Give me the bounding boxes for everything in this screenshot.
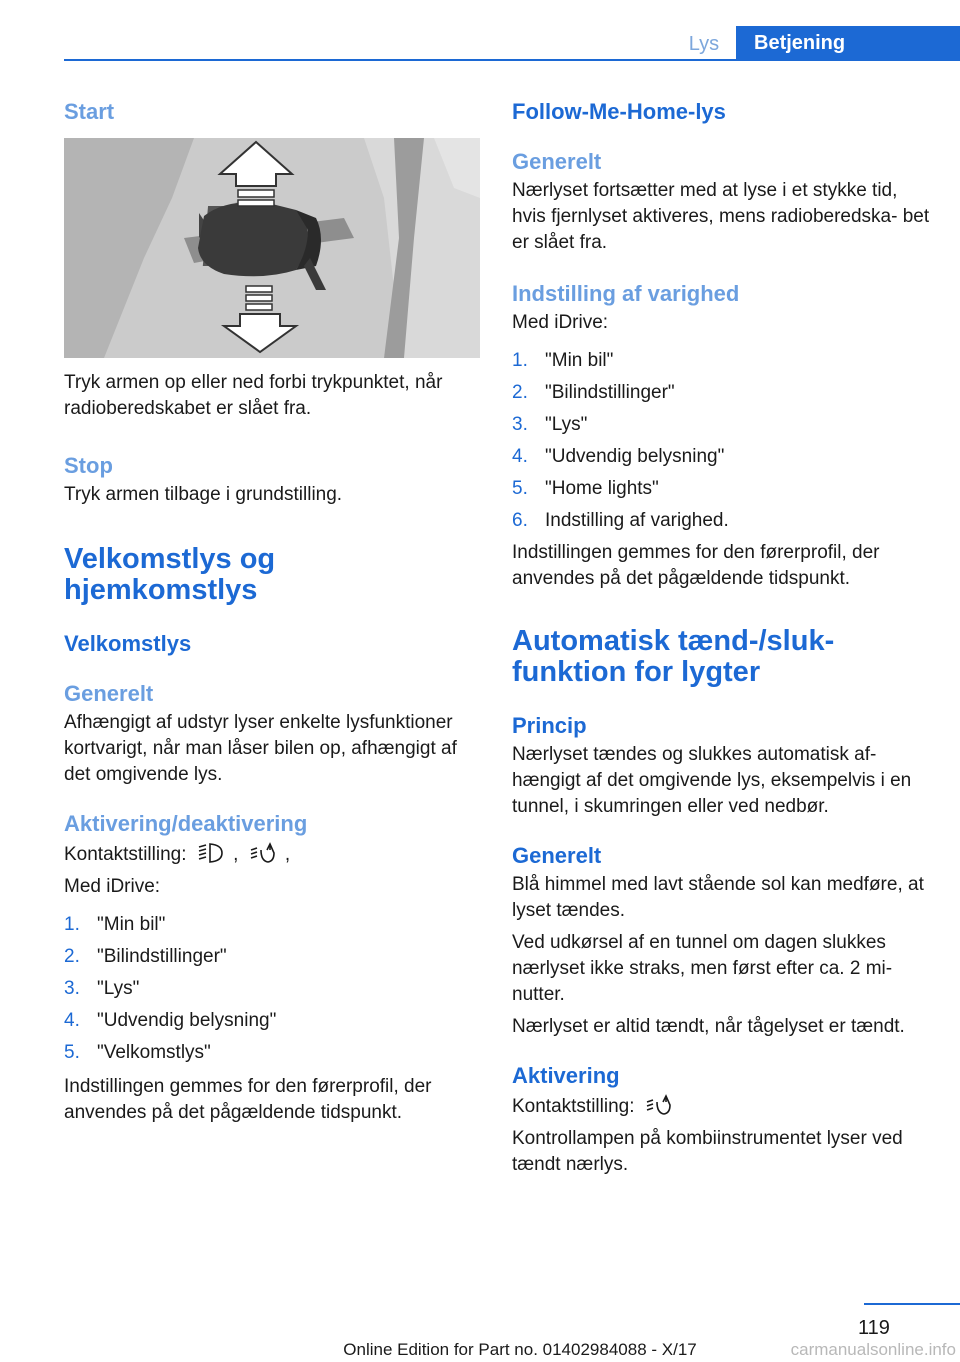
right-generelt-heading: Generelt — [512, 149, 602, 174]
watermark: carmanualsonline.info — [790, 1340, 956, 1359]
generelt2-heading: Generelt — [512, 843, 602, 868]
kontakt-sep-1: , — [233, 844, 239, 865]
page-number: 119 — [858, 1317, 890, 1339]
list-item: 1. "Min bil" — [64, 914, 166, 935]
footer-rule — [864, 1303, 960, 1305]
list-item: 6. Indstilling af varighed. — [512, 510, 729, 531]
radio-ready-icon — [196, 842, 224, 864]
list-item: 3. "Lys" — [64, 978, 140, 999]
generelt2-p1: Blå himmel med lavt stående sol kan medføre, at lyset tændes. — [512, 874, 924, 921]
header-chapter-tab: Betjening — [736, 26, 960, 60]
left-steps — [64, 912, 482, 1072]
generelt-heading: Generelt — [64, 681, 154, 706]
kontakt-line — [64, 842, 482, 868]
right-idrive-label: Med iDrive: — [512, 312, 609, 333]
right-saved-text: Indstillingen gemmes for den førerprofil, der anvendes på det pågældende tidspunkt. — [512, 542, 880, 589]
right-steps — [512, 348, 932, 540]
right-generelt-text: Nærlyset fortsætter med at lyse i et stykke tid, hvis fjernlyset aktiveres, mens radioberedska‐ bet er slået fra. — [512, 180, 930, 253]
start-text: Tryk armen op eller ned forbi trykpunktet, når radioberedskabet er slået fra. — [64, 372, 443, 419]
right-kontakt-label: Kontaktstilling: — [512, 1096, 635, 1117]
right-kontakt-line — [512, 1094, 932, 1120]
kontakt-label: Kontaktstilling: — [64, 844, 187, 865]
header-section: Lys — [688, 33, 720, 55]
main-heading-line1: Velkomstlys og — [64, 543, 276, 575]
list-item: 3. "Lys" — [512, 414, 588, 435]
activation-heading: Aktivering/deaktivering — [64, 811, 308, 836]
stop-heading: Stop — [64, 453, 113, 478]
list-item: 1. "Min bil" — [512, 350, 614, 371]
auto-heading-line2: funktion for lygter — [512, 656, 761, 688]
indicator-text: Kontrollampen på kombiinstrumentet lyser ved tændt nærlys. — [512, 1128, 903, 1175]
list-item: 5. "Home lights" — [512, 478, 659, 499]
list-item: 2. "Bilindstillinger" — [512, 382, 675, 403]
princip-heading: Princip — [512, 713, 587, 738]
list-item: 4. "Udvendig belysning" — [512, 446, 725, 467]
list-item: 2. "Bilindstillinger" — [64, 946, 227, 967]
ignition-icon — [248, 842, 276, 864]
left-saved-text: Indstillingen gemmes for den førerprofil, der anvendes på det pågældende tidspunkt. — [64, 1076, 432, 1123]
list-item: 4. "Udvendig belysning" — [64, 1010, 277, 1031]
lever-illustration — [64, 138, 480, 358]
aktivering-heading: Aktivering — [512, 1063, 620, 1088]
duration-heading: Indstilling af varighed — [512, 281, 740, 306]
auto-heading — [512, 626, 932, 688]
right-column — [512, 98, 932, 1178]
kontakt-sep-2: , — [284, 844, 291, 865]
headlight-icon — [644, 1094, 672, 1116]
lever-drawing — [64, 138, 480, 358]
generelt-text: Afhængigt af udstyr lyser enkelte lysfunktioner kortvarigt, når man låser bilen op, afhængigt af det omgivende lys. — [64, 712, 457, 785]
auto-heading-line1: Automatisk tænd-/sluk‐ — [512, 625, 835, 657]
edition-note: Online Edition for Part no. 01402984088 - X/17 — [343, 1340, 697, 1359]
main-heading-line2: hjemkomstlys — [64, 574, 258, 606]
start-heading: Start — [64, 99, 115, 124]
list-item: 5. "Velkomstlys" — [64, 1042, 211, 1063]
left-column — [64, 98, 482, 1126]
generelt2-p3: Nærlyset er altid tændt, når tågelyset er tændt. — [512, 1016, 905, 1037]
princip-text: Nærlyset tændes og slukkes automatisk af‐ hængigt af det omgivende lys, eksempelvis i en tunnel, i skumringen eller ved nedbør. — [512, 744, 912, 817]
stop-text: Tryk armen tilbage i grundstilling. — [64, 484, 343, 505]
generelt2-p2: Ved udkørsel af en tunnel om dagen slukkes nærlyset ikke straks, men først efter ca. 2 mi‐ nutter. — [512, 932, 893, 1005]
idrive-label: Med iDrive: — [64, 876, 161, 897]
main-heading — [64, 544, 482, 606]
velkomstlys-heading: Velkomstlys — [64, 631, 192, 656]
fmh-heading: Follow-Me-Home-lys — [512, 99, 726, 124]
